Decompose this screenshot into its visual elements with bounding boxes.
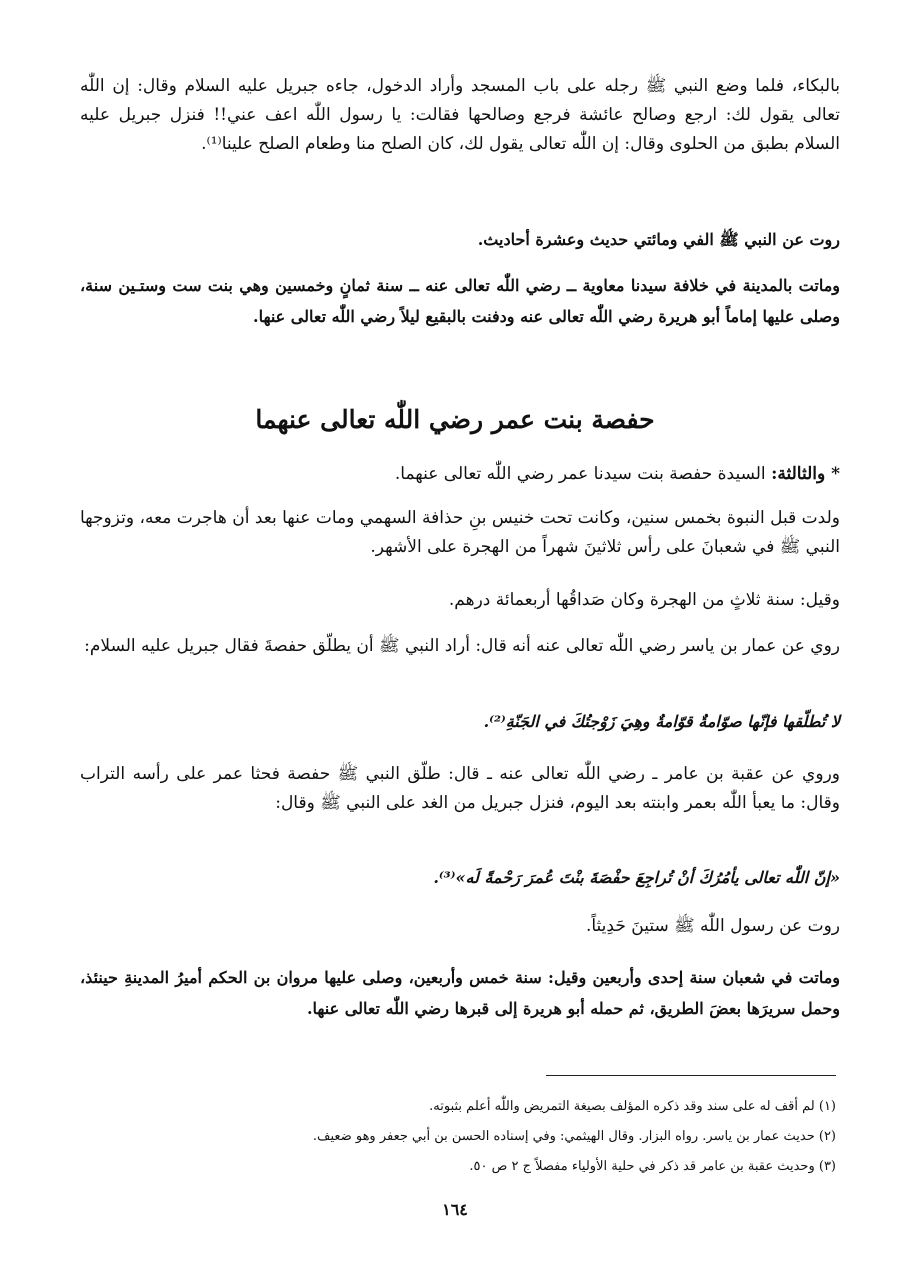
footnote-item: (١) لم أقف له على سند وقد ذكره المؤلف بصيغة التمريض واللّٰه أعلم بثبوته. — [429, 1099, 836, 1114]
paragraph-third-wife-text: السيدة حفصة بنت سيدنا عمر رضي اللّٰه تعالى عنهما. — [394, 464, 766, 484]
paragraph-reconciliation-story: بالبكاء، فلما وضع النبي ﷺ رجله على باب المسجد وأراد الدخول، جاءه جبريل عليه السلام وقال: إن اللّٰه تعالى يقول لك: ارجع وصالح عائشة فرجع وصالحها فقالت: يا رسول اللّٰه اعف عني!! فنزل جبريل عليه السلام بطبق من الحلوى وقال: إن اللّٰه تعالى يقول لك، كان الصلح منا وطعام الصلح علينا⁽¹⁾. — [80, 76, 840, 154]
quote-jibril-second: «إنّ اللّٰه تعالى يأمُرُكَ أنْ تُراجِعَ حفْصَةَ بنْتَ عُمرَ رَحْمةً لَه»⁽³⁾. — [433, 868, 840, 887]
footnote-item: (٣) وحديث عقبة بن عامر قد ذكر في حلية الأولياء مفصلاً ج ٢ ص ٥٠. — [469, 1159, 836, 1174]
footnotes-list — [80, 1092, 836, 1182]
paragraph-hadith-count-aisha: روت عن النبي ﷺ الفي ومائتي حديث وعشرة أحاديث. — [477, 230, 840, 249]
paragraph-birth-marriage: ولدت قبل النبوة بخمس سنين، وكانت تحت خنيس بنِ حذافة السهمي ومات عنها بعد أن هاجرت معه، وتزوجها النبي ﷺ في شعبانَ على رأس ثلاثينَ شهراً من الهجرة على الأشهر. — [80, 508, 840, 557]
paragraph-uqba-narration: وروي عن عقبة بن عامر ـ رضي اللّٰه تعالى عنه ـ قال: طلّق النبي ﷺ حفصة فحثا عمر على رأسه التراب وقال: ما يعبأ اللّٰه بعمر وابنته بعد اليوم، فنزل جبريل من الغد على النبي ﷺ وقال: — [80, 764, 840, 813]
quote-jibril-first: لا تُطلّقها فإنّها صوّامةٌ قوّامةٌ وهِيَ زَوْجتُكَ في الجَنّةِ⁽²⁾. — [483, 712, 840, 731]
paragraph-death-aisha: وماتت بالمدينة في خلافة سيدنا معاوية ــ رضي اللّٰه تعالى عنه ــ سنة ثمانٍ وخمسين وهي بنت ست وستـين سنة، وصلى عليها إماماً أبو هريرة رضي اللّٰه تعالى عنه ودفنت بالبقيع ليلاً رضي اللّٰه تعالى عنها. — [80, 276, 840, 326]
paragraph-third-wife — [80, 460, 840, 489]
footnote-item: (٢) حديث عمار بن ياسر. رواه البزار. وقال الهيثمي: وفي إسناده الحسن بن أبي جعفر وهو ضعيف. — [312, 1129, 836, 1144]
section-heading-hafsa: حفصة بنت عمر رضي اللّٰه تعالى عنهما — [255, 405, 655, 434]
paragraph-hadith-count-hafsa: روت عن رسول اللّٰه ﷺ ستينَ حَدِيثاً. — [585, 916, 840, 936]
page-number: ١٦٤ — [442, 1200, 468, 1219]
paragraph-ammar-narration: روي عن عمار بن ياسر رضي اللّٰه تعالى عنه أنه قال: أراد النبي ﷺ أن يطلّق حفصةَ فقال جبريل عليه السلام: — [84, 636, 840, 656]
paragraph-death-hafsa: وماتت في شعبان سنة إحدى وأربعين وقيل: سنة خمس وأربعين، وصلى عليها مروان بن الحكم أميرُ المدينةِ حينئذ، وحمل سريرَها بعضَ الطريق، ثم حمله أبو هريرة إلى قبرها رضي اللّٰه تعالى عنها. — [80, 968, 840, 1018]
lead-label: * والثالثة: — [771, 464, 840, 484]
footnote-separator — [546, 1075, 836, 1076]
paragraph-alternate-year: وقيل: سنة ثلاثٍ من الهجرة وكان صَداقُها أربعمائة درهم. — [448, 590, 840, 610]
